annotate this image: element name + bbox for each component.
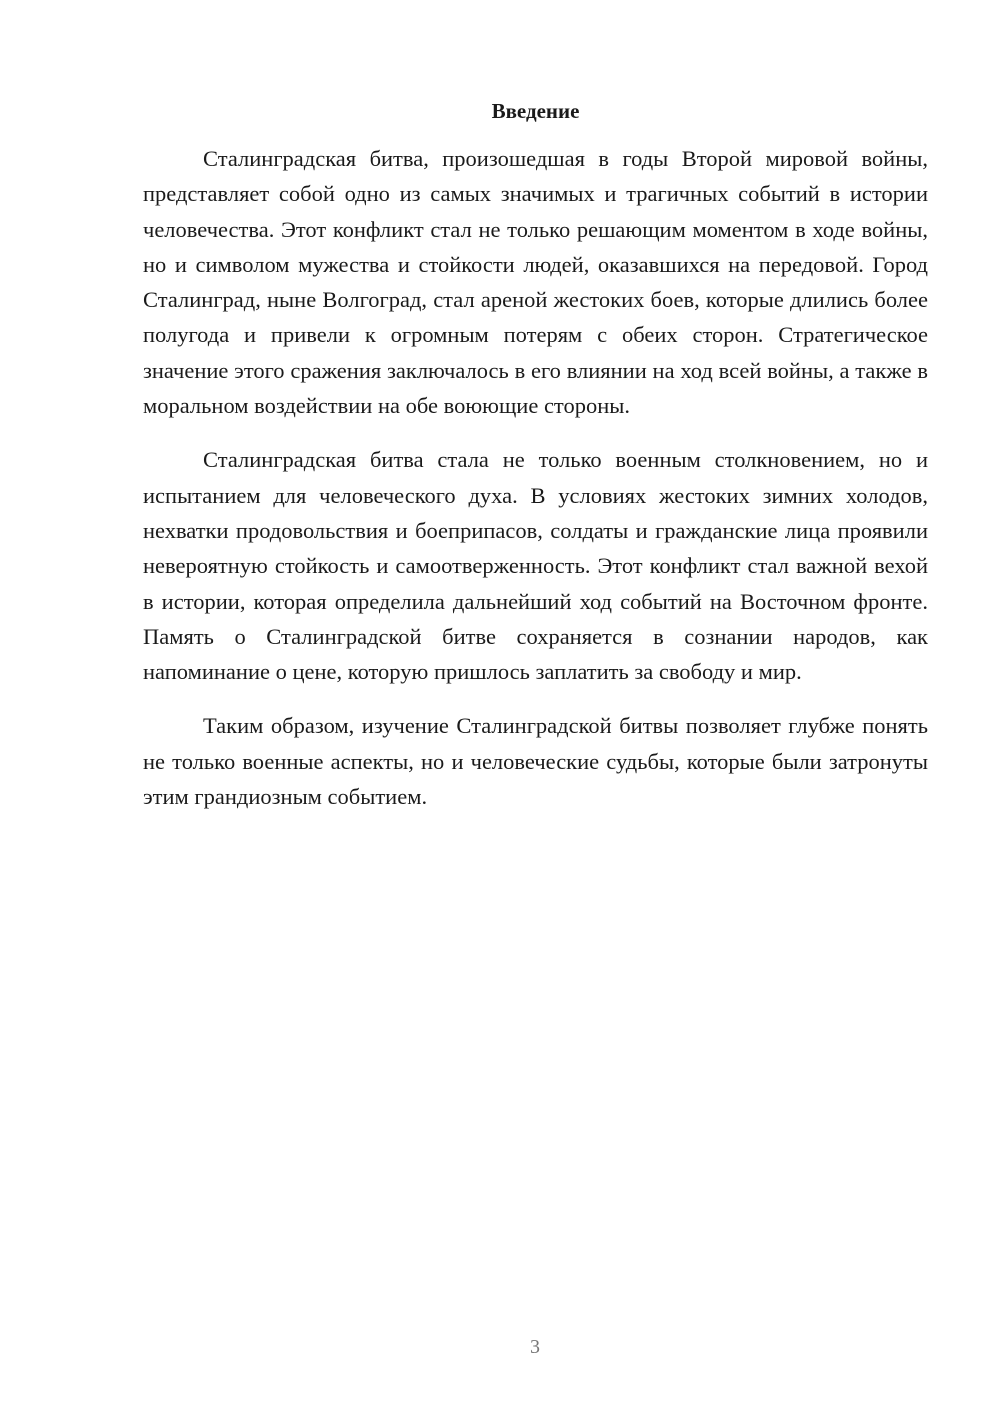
page-number: 3 [530, 1336, 540, 1358]
paragraph-1: Сталинградская битва, произошедшая в годы Второй мировой войны, представляет собой одно из самых значимых и трагичных событий в истории человечества. Этот конфликт стал не только решающим моментом в ходе войны, но и символом мужества и стойкости людей, оказавшихся на передовой. Город Сталинград, ныне Волгоград, стал ареной жестоких боев, которые длились более полугода и привели к огромным потерям с обеих сторон. Стратегическое значение этого сражения заключалось в его влиянии на ход всей войны, а также в моральном воздействии на обе воюющие стороны. [143, 146, 928, 419]
body-text [143, 141, 928, 833]
section-heading: Введение [491, 99, 580, 123]
paragraph-3: Таким образом, изучение Сталинградской битвы позволяет глубже понять не только военные аспекты, но и человеческие судьбы, которые были затронуты этим грандиозным событием. [143, 713, 928, 810]
paragraph-2: Сталинградская битва стала не только военным столкновением, но и испытанием для человеческого духа. В условиях жестоких зимних холодов, нехватки продовольствия и боеприпасов, солдаты и гражданские лица проявили невероятную стойкость и самоотверженность. Этот конфликт стал важной вехой в истории, которая определила дальнейший ход событий на Восточном фронте. Память о Сталинградской битве сохраняется в сознании народов, как напоминание о цене, которую пришлось заплатить за свободу и мир. [143, 447, 928, 685]
